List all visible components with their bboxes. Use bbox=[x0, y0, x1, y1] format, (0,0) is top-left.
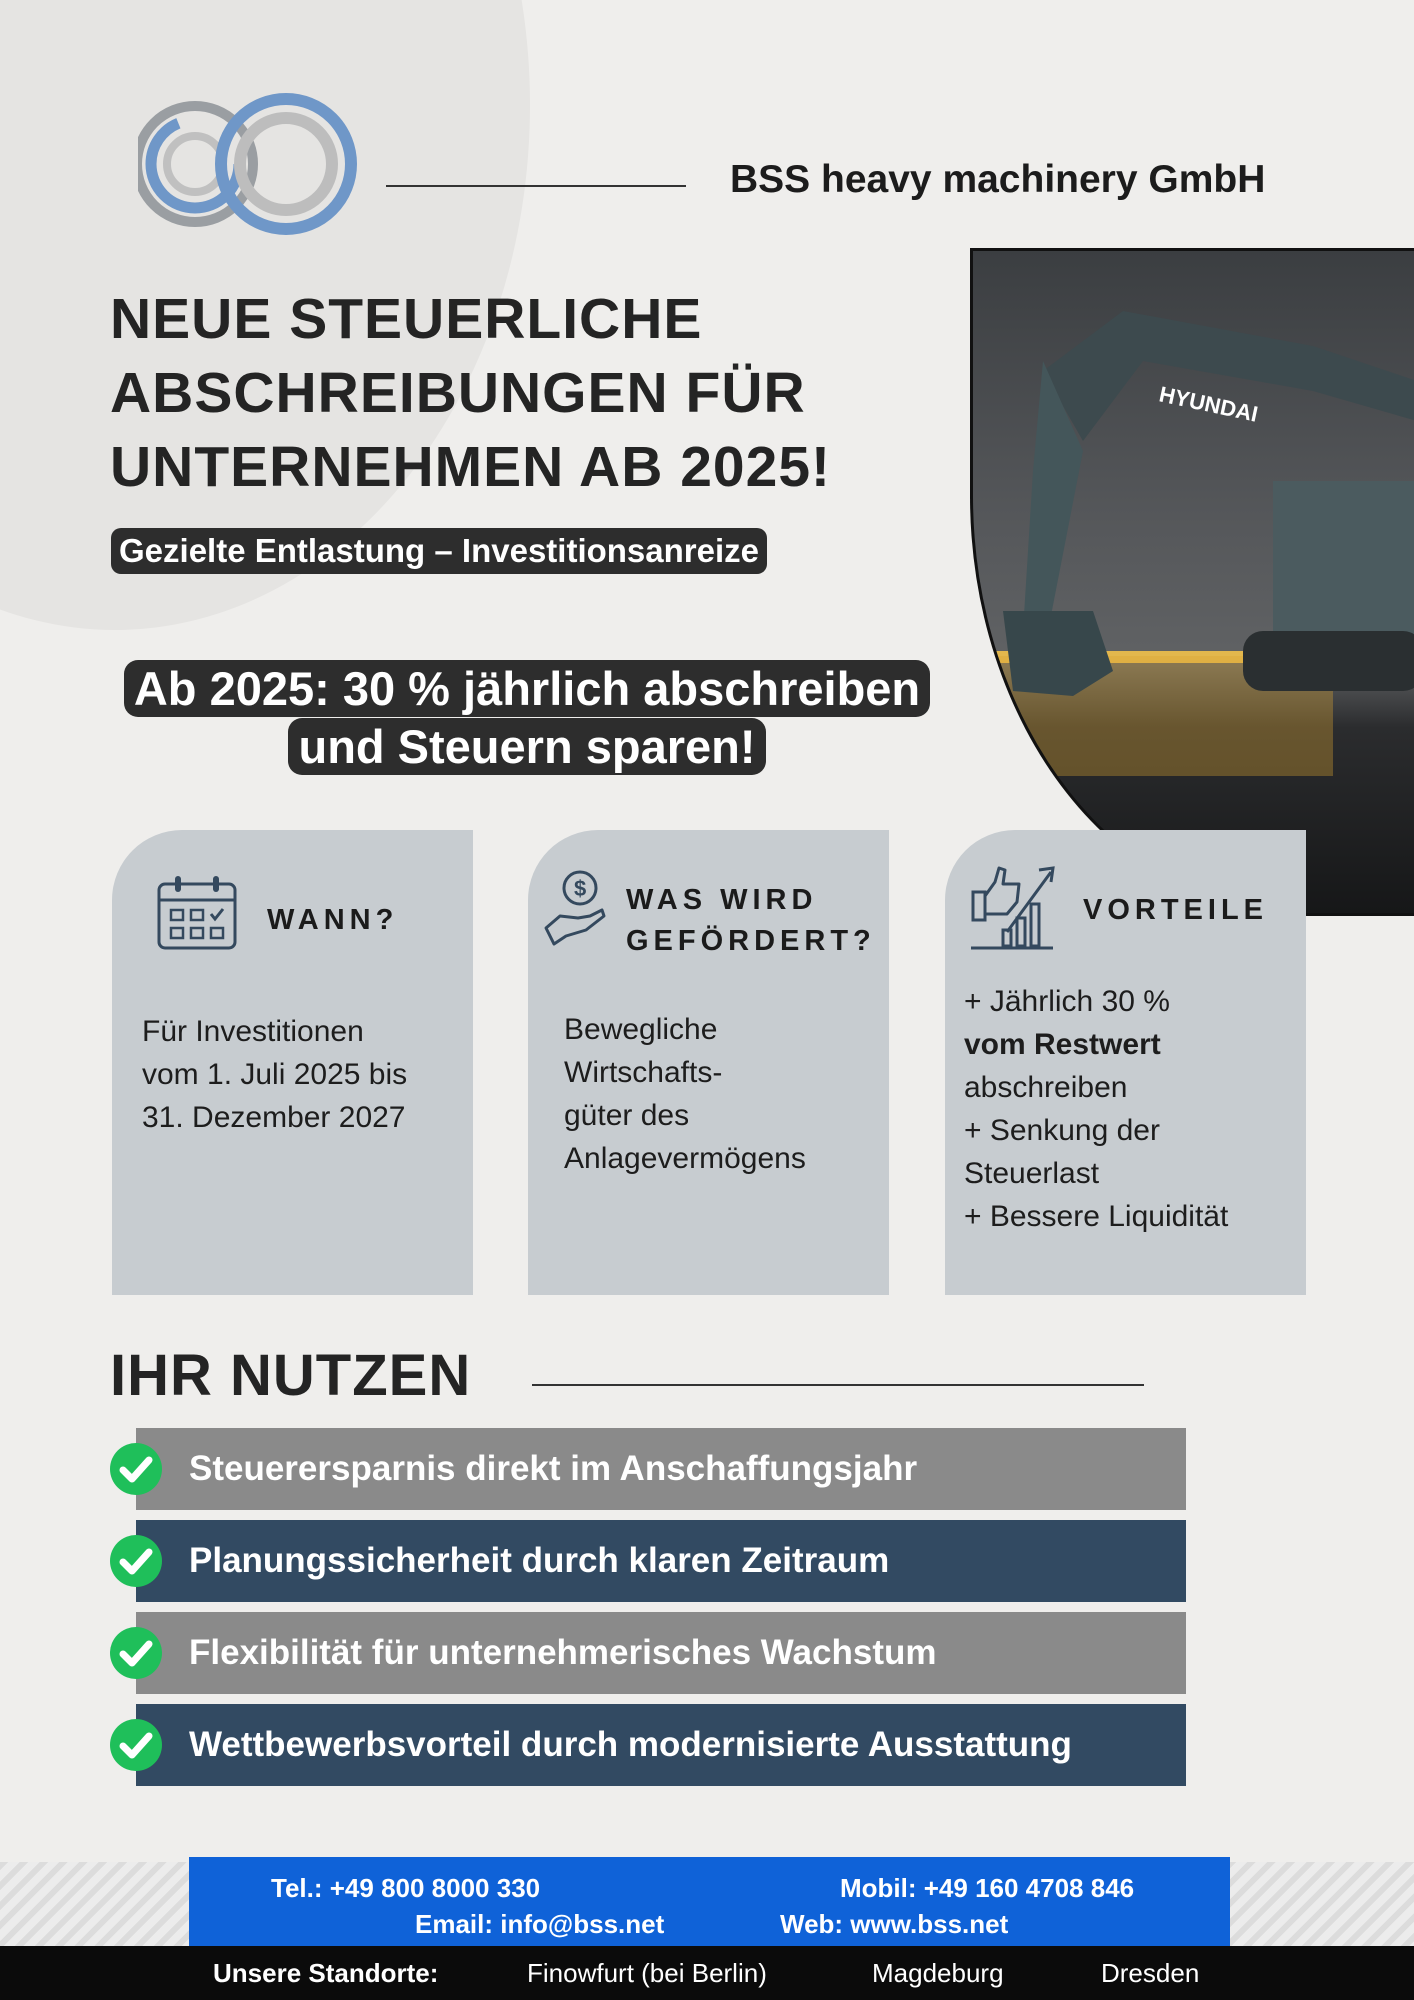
location-item: Dresden bbox=[1101, 1958, 1200, 1988]
card-vorteile bbox=[945, 830, 1306, 1295]
excavator-image bbox=[970, 248, 1414, 916]
card-line: Steuerlast bbox=[964, 1157, 1100, 1190]
check-icon bbox=[110, 1719, 162, 1771]
locations-label: Unsere Standorte: bbox=[213, 1958, 439, 1988]
check-icon bbox=[110, 1535, 162, 1587]
card-line: Anlagevermögens bbox=[564, 1142, 806, 1175]
benefit-bar: Wettbewerbsvorteil durch modernisierte Ausstattung bbox=[136, 1704, 1186, 1786]
location-item: Magdeburg bbox=[872, 1958, 1004, 1988]
card-line: 31. Dezember 2027 bbox=[142, 1101, 406, 1134]
nutzen-title: IHR NUTZEN bbox=[110, 1343, 472, 1408]
location-item: Finowfurt (bei Berlin) bbox=[527, 1958, 767, 1988]
hyundai-label: HYUNDAI bbox=[1156, 381, 1261, 427]
card-line: abschreiben bbox=[964, 1071, 1128, 1104]
subtitle-pill: Gezielte Entlastung – Investitionsanreize bbox=[111, 528, 767, 574]
card-line: Bewegliche bbox=[564, 1013, 718, 1046]
cta-banner bbox=[108, 660, 946, 776]
cta-line-1: Ab 2025: 30 % jährlich abschreiben bbox=[124, 660, 930, 717]
card-line: vom 1. Juli 2025 bis bbox=[142, 1058, 408, 1091]
card-line: güter des bbox=[564, 1099, 690, 1132]
card-title-line-2: GEFÖRDERT? bbox=[626, 925, 876, 957]
nutzen-divider bbox=[532, 1384, 1144, 1386]
card-title: WANN? bbox=[267, 904, 399, 936]
card-body bbox=[964, 980, 1228, 1238]
headline bbox=[110, 282, 930, 504]
card-title: VORTEILE bbox=[1083, 894, 1269, 926]
card-line-bold: vom Restwert bbox=[964, 1028, 1161, 1061]
card-line: + Bessere Liquidität bbox=[964, 1200, 1229, 1233]
card-line: + Jährlich 30 % bbox=[964, 985, 1170, 1018]
mobile-number[interactable]: Mobil: +49 160 4708 846 bbox=[840, 1873, 1135, 1903]
headline-line-1: NEUE STEUERLICHE bbox=[110, 287, 703, 351]
headline-line-3: UNTERNEHMEN AB 2025! bbox=[110, 435, 832, 499]
phone-number[interactable]: Tel.: +49 800 8000 330 bbox=[271, 1873, 541, 1903]
company-name: BSS heavy machinery GmbH bbox=[730, 158, 1266, 201]
card-title bbox=[626, 880, 876, 962]
card-body bbox=[142, 1010, 407, 1139]
calendar-icon bbox=[157, 872, 237, 952]
contact-box bbox=[189, 1857, 1230, 1946]
card-gefoerdert bbox=[528, 830, 889, 1295]
card-wann bbox=[112, 830, 473, 1295]
benefit-bar: Steuerersparnis direkt im Anschaffungsjahr bbox=[136, 1428, 1186, 1510]
benefit-bar: Flexibilität für unternehmerisches Wachstum bbox=[136, 1612, 1186, 1694]
company-logo bbox=[138, 92, 368, 237]
card-line: + Senkung der bbox=[964, 1114, 1160, 1147]
card-line: Für Investitionen bbox=[142, 1015, 364, 1048]
growth-chart-icon bbox=[967, 862, 1055, 950]
benefit-bar: Planungssicherheit durch klaren Zeitraum bbox=[136, 1520, 1186, 1602]
svg-text:$: $ bbox=[574, 876, 587, 901]
locations-bar bbox=[0, 1946, 1414, 2000]
card-line: Wirtschafts- bbox=[564, 1056, 723, 1089]
check-icon bbox=[110, 1443, 162, 1495]
web-link[interactable]: Web: www.bss.net bbox=[780, 1909, 1009, 1939]
check-icon bbox=[110, 1627, 162, 1679]
header-divider bbox=[386, 185, 686, 187]
email-link[interactable]: Email: info@bss.net bbox=[415, 1909, 665, 1939]
card-body bbox=[564, 1008, 806, 1180]
money-hand-icon bbox=[542, 870, 608, 950]
headline-line-2: ABSCHREIBUNGEN FÜR bbox=[110, 361, 806, 425]
card-title-line-1: WAS WIRD bbox=[626, 884, 818, 916]
cta-line-2: und Steuern sparen! bbox=[288, 718, 765, 775]
